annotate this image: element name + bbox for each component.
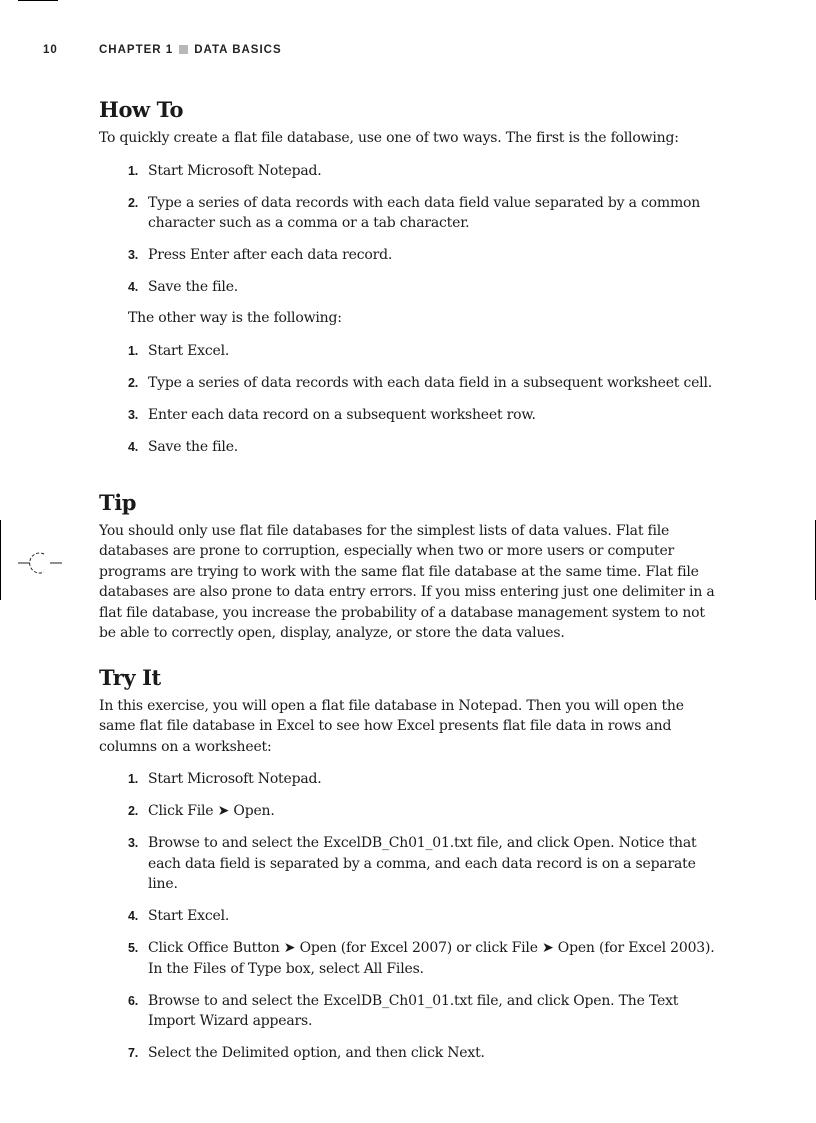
how-to-intro: To quickly create a flat file database, use one of two ways. The first is the following:	[99, 130, 679, 146]
list-item: 7. Select the Delimited option, and then click Next.	[128, 1045, 485, 1061]
section-heading-how-to: How To	[99, 97, 184, 122]
list-item: 1. Start Excel.	[128, 342, 230, 359]
list-item: 1. Start Microsoft Notepad.	[128, 771, 322, 787]
list-item: 4. Save the file.	[128, 438, 239, 455]
list-item: 2. Type a series of data records with each data field in a subsequent worksheet cell.	[128, 374, 712, 391]
try-it-steps	[99, 769, 719, 1064]
page-body	[99, 96, 719, 1075]
list-item: 1. Start Microsoft Notepad.	[128, 162, 322, 179]
list-item: 6. Browse to and select the ExcelDB_Ch01_01.txt file, and click Open. The Text Import Wizard appears.	[128, 992, 679, 1029]
list-item: 4. Start Excel.	[128, 908, 230, 924]
chapter-label: CHAPTER 1 DATA BASICS	[99, 44, 282, 56]
registration-mark-icon	[18, 549, 62, 577]
how-to-other-way: The other way is the following:	[128, 310, 342, 326]
list-item: 3. Enter each data record on a subsequent worksheet row.	[128, 406, 536, 423]
crop-mark-left	[0, 520, 1, 600]
list-item: 4. Save the file.	[128, 279, 239, 295]
section-heading-tip: Tip	[99, 489, 137, 515]
running-header	[43, 44, 743, 60]
section-heading-try-it: Try It	[99, 664, 161, 690]
page-number: 10	[43, 44, 58, 56]
square-bullet-icon	[179, 45, 188, 54]
list-item: 3. Press Enter after each data record.	[128, 247, 393, 263]
list-item: 2. Click File ➤ Open.	[128, 803, 275, 819]
how-to-steps-a	[99, 161, 719, 298]
try-it-intro: In this exercise, you will open a flat file database in Notepad. Then you will open the same flat file database in Excel to see how Excel presents flat file data in rows and columns on a worksheet:	[99, 697, 684, 755]
tip-text: You should only use flat file databases for the simplest lists of data values. Flat file databases are prone to corruption, especially when two or more users or computer programs are trying to work with the same flat file database at the same time. Flat file databases are also prone to data entry errors. If you miss entering just one delimiter in a flat file database, you increase the probability of a database management system to not be able to correctly open, display, analyze, or store the data values.	[99, 522, 715, 641]
list-item: 2. Type a series of data records with each data field value separated by a common character such as a comma or a tab character.	[128, 194, 701, 231]
list-item: 5. Click Office Button ➤ Open (for Excel 2007) or click File ➤ Open (for Excel 2003). In the Files of Type box, select All Files.	[128, 940, 715, 977]
crop-mark-top	[18, 0, 58, 1]
how-to-steps-b	[99, 341, 719, 458]
list-item: 3. Browse to and select the ExcelDB_Ch01_01.txt file, and click Open. Notice that each data field is separated by a comma, and each data record is on a separate line.	[128, 835, 697, 892]
